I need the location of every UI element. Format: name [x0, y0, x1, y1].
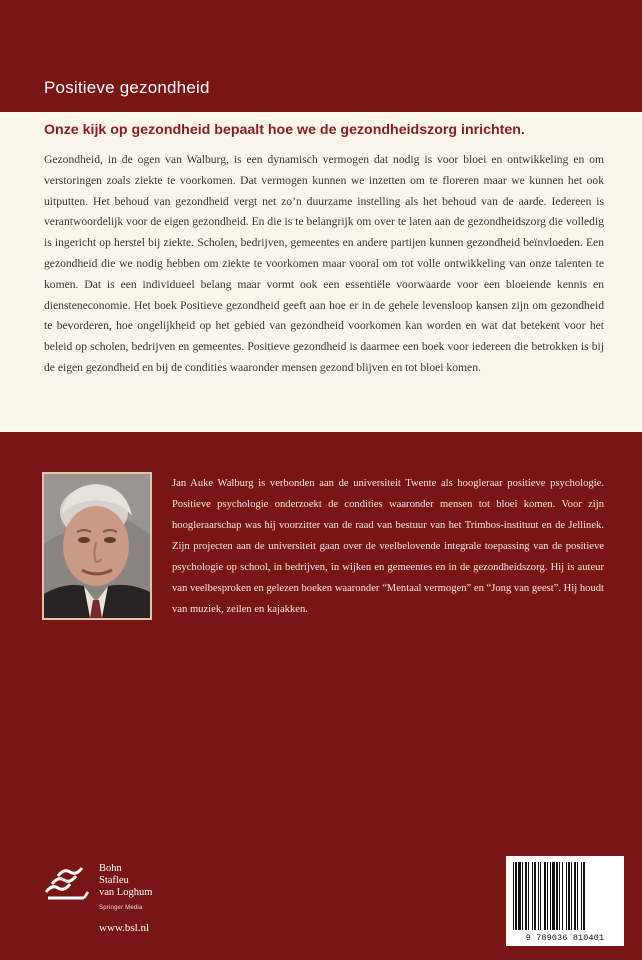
author-portrait-image — [44, 474, 150, 618]
publisher-website: www.bsl.nl — [99, 922, 150, 934]
book-title: Positieve gezondheid — [44, 78, 210, 97]
publisher-sub: Springer Media — [99, 905, 143, 911]
barcode — [506, 856, 624, 946]
publisher-line-2: Stafleu — [99, 875, 129, 886]
barcode-bars-icon — [512, 862, 618, 930]
author-bio: Jan Auke Walburg is verbonden aan de universiteit Twente als hoogleraar positieve psychologie. Positieve psychologie onderzoekt de condities waaronder mensen tot bloei komen. Voor zijn hoogleraarschap was hij voorzitter van de raad van bestuur van het Trimbos-instituut en de Jellinek. Zijn projecten aan de universiteit gaan over de veelbelovende integrale toepassing van de positieve psychologie op school, in bedrijven, in wijken en gemeentes en in de gezondheidszorg. Hij is auteur van veelbesproken en gelezen boeken waaronder “Mentaal vermogen” en “Jong van geest”. Hij houdt van muziek, zeilen en kajakken. — [172, 478, 604, 615]
publisher-name — [99, 863, 152, 914]
publisher-logo-icon — [44, 862, 90, 900]
publisher-line-1: Bohn — [99, 863, 122, 874]
blurb-headline: Onze kijk op gezondheid bepaalt hoe we de gezondheidszorg inrichten. — [44, 122, 525, 138]
author-photo — [42, 472, 152, 620]
publisher-line-3: van Loghum — [99, 887, 153, 898]
isbn-number: 9 789036 810401 — [525, 933, 605, 943]
blurb-body: Gezondheid, in de ogen van Walburg, is een dynamisch vermogen dat nodig is voor bloei en ontwikkeling en om verstoringen zoals ziekte te voorkomen. Dat vermogen kunnen we inzetten om te floreren maar we kunnen het ook uitputten. Het behoud van gezondheid vergt net zo’n duurzame instelling als het behoud van de aarde. Iedereen is verantwoordelijk voor de eigen gezondheid. En die is te belangrijk om over te laten aan de gezondheidszorg die volledig is ingericht op herstel bij ziekte. Scholen, bedrijven, gemeentes en andere partijen kunnen gezondheid beïnvloeden. Een gezondheid die we nodig hebben om ziekte te voorkomen maar vooral om tot volle ontwikkeling van onze talenten te komen. Dat is een individueel belang maar vormt ook een essentiële voorwaarde voor een bloeiende kennis en diensteneconomie. Het boek Positieve gezondheid geeft aan hoe er in de gehele levensloop kansen zijn om gezondheid te bevorderen, hoe ongelijkheid op het gebied van gezondheid voorkomen kan worden en wat dat betekent voor het beleid op scholen, bedrijven en gemeentes. Positieve gezondheid is daarmee een boek voor iedereen die betrokken is bij de eigen gezondheid en bij de condities waaronder mensen gezond blijven en tot bloei komen. — [44, 153, 604, 374]
